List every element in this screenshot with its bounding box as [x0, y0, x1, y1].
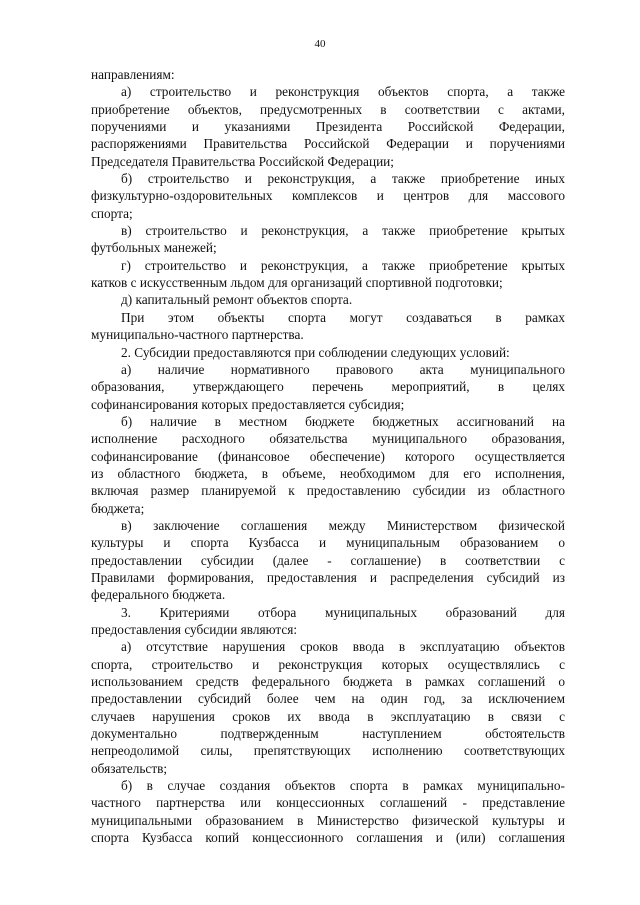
text-line: спорта; [91, 205, 133, 221]
text-line: в) строительство и реконструкция, а также приобретение крытых [121, 223, 565, 239]
text-line: б) строительство и реконструкция, а также приобретение иных [121, 171, 565, 187]
text-line: а) отсутствие нарушения сроков ввода в эксплуатацию объектов [121, 639, 565, 655]
text-line: г) строительство и реконструкция, а также приобретение крытых [121, 257, 565, 273]
text-line: федерального бюджета. [91, 587, 226, 603]
text-line: случаев нарушения сроков их ввода в эксплуатацию в связи с [91, 708, 565, 724]
text-line: спорта, строительство и реконструкция которых осуществлялись с [91, 656, 565, 672]
text-line: предоставлении субсидии (далее - соглашение) в соответствии с [91, 552, 565, 568]
text-line: а) строительство и реконструкция объектов спорта, а также [121, 84, 565, 100]
text-line: катков с искусственным льдом для организаций спортивной подготовки; [91, 275, 503, 291]
text-line: включая размер планируемой к предоставлению субсидии из областного [91, 483, 565, 499]
text-line: использованием средств федерального бюджета в рамках соглашений о [91, 674, 565, 690]
text-line: бюджета; [91, 500, 145, 516]
text-line: предоставлении субсидий более чем на один год, за исключением [91, 691, 565, 707]
text-line: Председателя Правительства Российской Федерации; [91, 153, 394, 169]
body-text [91, 66, 565, 846]
text-line: 2. Субсидии предоставляются при соблюдении следующих условий: [121, 344, 510, 360]
text-line: частного партнерства или концессионных соглашений - представление [91, 795, 565, 811]
text-line: направлениям: [91, 67, 175, 82]
text-line: спорта Кузбасса копий концессионного соглашения и (или) соглашения [91, 830, 565, 846]
text-line: б) наличие в местном бюджете бюджетных ассигнований на [121, 413, 565, 429]
text-line: культуры и спорта Кузбасса и муниципальным образованием о [91, 535, 565, 551]
text-line: софинансирование (финансовое обеспечение) которого осуществляется [91, 448, 565, 464]
text-line: документально подтвержденным наступлением обстоятельств [91, 726, 565, 742]
text-line: поручениями и указаниями Президента Российской Федерации, [91, 119, 565, 135]
text-line: непреодолимой силы, препятствующих исполнению соответствующих [91, 743, 565, 759]
text-line: муниципальными образованием в Министерство физической культуры и [91, 812, 565, 828]
text-line: При этом объекты спорта могут создаваться в рамках [121, 309, 565, 325]
text-line: из областного бюджета, в объеме, необходимом для его исполнения, [91, 465, 565, 481]
text-line: б) в случае создания объектов спорта в рамках муниципально- [121, 778, 565, 794]
text-line: образования, утверждающего перечень мероприятий, в целях [91, 379, 565, 395]
text-line: футбольных манежей; [91, 240, 217, 256]
text-line: распоряжениями Правительства Российской Федерации и поручениями [91, 136, 565, 152]
text-line: предоставления субсидии являются: [91, 622, 298, 637]
text-line: д) капитальный ремонт объектов спорта. [121, 292, 353, 308]
text-line: приобретение объектов, предусмотренных в соответствии с актами, [91, 101, 565, 117]
text-line: исполнение расходного обязательства муниципального образования, [91, 431, 565, 447]
text-line: муниципально-частного партнерства. [91, 327, 304, 343]
text-line: в) заключение соглашения между Министерством физической [121, 517, 565, 533]
text-line: 3. Критериями отбора муниципальных образований для [121, 604, 565, 620]
text-line: Правилами формирования, предоставления и распределения субсидий из [91, 569, 565, 585]
text-line: софинансирования которых предоставляется субсидия; [91, 396, 405, 412]
text-line: физкультурно-оздоровительных комплексов и центров для массового [91, 188, 565, 204]
text-line: обязательств; [91, 760, 168, 776]
page-number: 40 [314, 38, 326, 50]
text-line: а) наличие нормативного правового акта муниципального [121, 361, 565, 377]
